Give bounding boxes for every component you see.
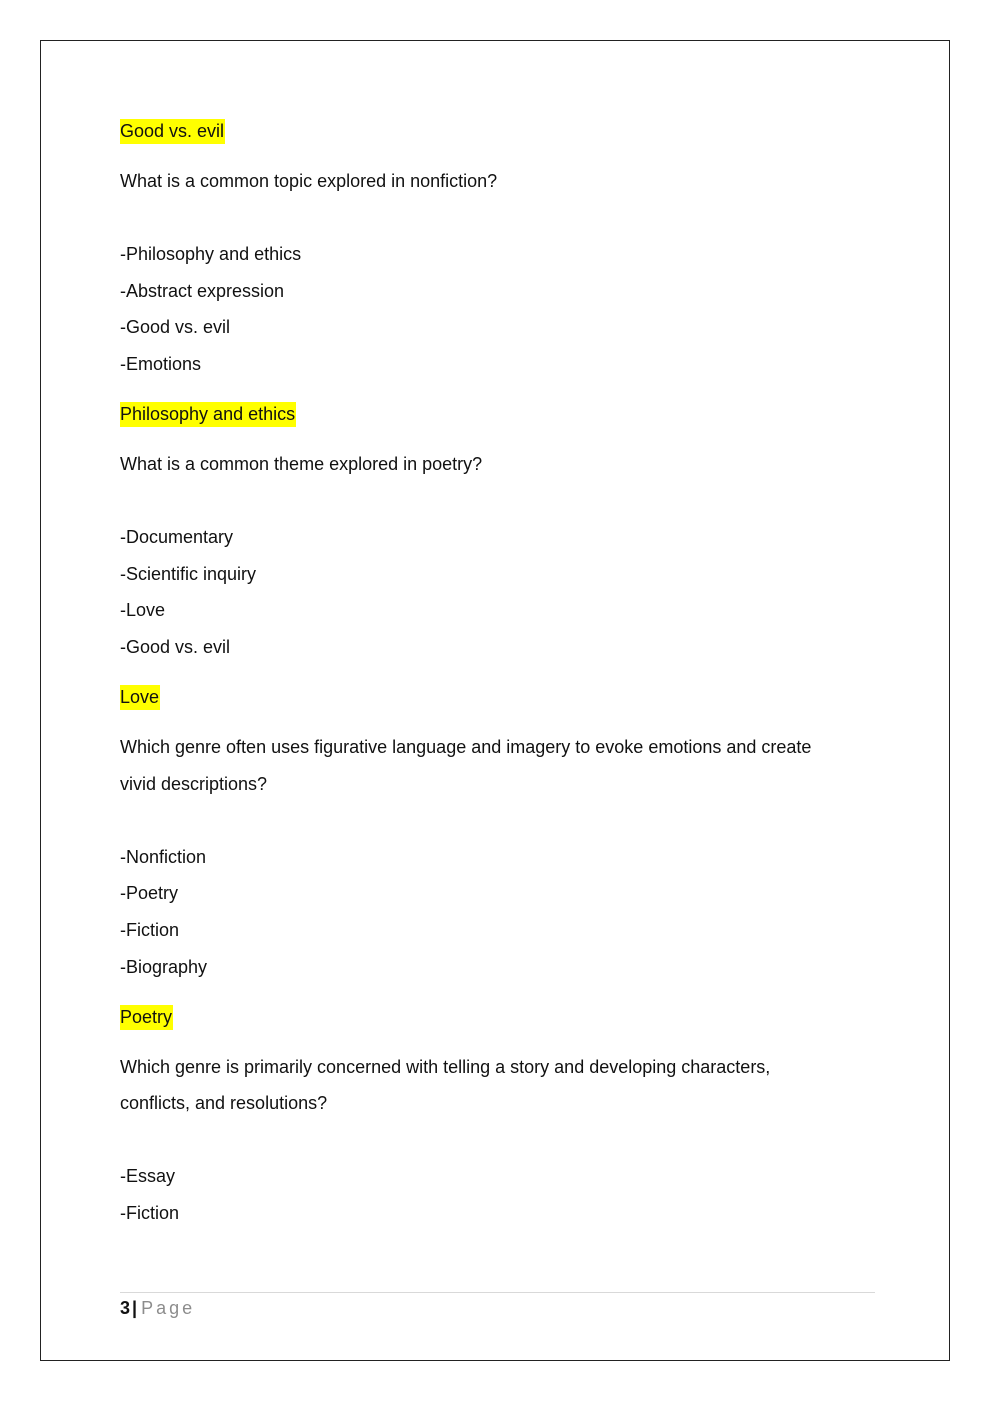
blank-line [120,807,880,844]
option-item: -Fiction [120,1202,180,1223]
answer-highlight [120,401,880,451]
answer-text: Love [120,685,160,710]
option-item: -Abstract expression [120,280,285,301]
document-body [120,118,880,1236]
blank-line [120,1127,880,1164]
option-item: -Fiction [120,919,180,940]
question [120,734,880,807]
option-item: -Emotions [120,353,202,374]
answer-highlight [120,1004,880,1054]
blank-line [120,205,880,242]
option-item: -Love [120,600,166,621]
option-item: -Documentary [120,527,234,548]
option-item: -Good vs. evil [120,317,231,338]
question-line: What is a common theme explored in poetry? [120,453,483,474]
option-item: -Poetry [120,883,179,904]
blank-line [120,488,880,525]
footer-divider [120,1292,875,1293]
question-line: Which genre often uses figurative language and imagery to evoke emotions and create [120,736,812,757]
option-item: -Scientific inquiry [120,563,257,584]
page-label: Page [141,1298,196,1318]
question [120,168,880,205]
answer-text: Poetry [120,1005,173,1030]
question-line: conflicts, and resolutions? [120,1093,328,1114]
question-line: vivid descriptions? [120,773,268,794]
page-number: 3 [120,1298,131,1318]
question-line: Which genre is primarily concerned with telling a story and developing characters, [120,1056,771,1077]
answer-highlight [120,684,880,734]
question-line: What is a common topic explored in nonfiction? [120,171,498,191]
option-item: -Essay [120,1166,176,1187]
page-footer [120,1296,195,1320]
option-item: -Good vs. evil [120,636,231,657]
answer-highlight [120,118,880,168]
option-item: -Nonfiction [120,846,207,867]
answer-text: Philosophy and ethics [120,402,296,427]
question [120,1054,880,1127]
option-item: -Philosophy and ethics [120,244,302,265]
footer-separator: | [132,1298,138,1318]
option-item: -Biography [120,956,208,977]
question [120,451,880,488]
answer-text: Good vs. evil [120,119,225,144]
